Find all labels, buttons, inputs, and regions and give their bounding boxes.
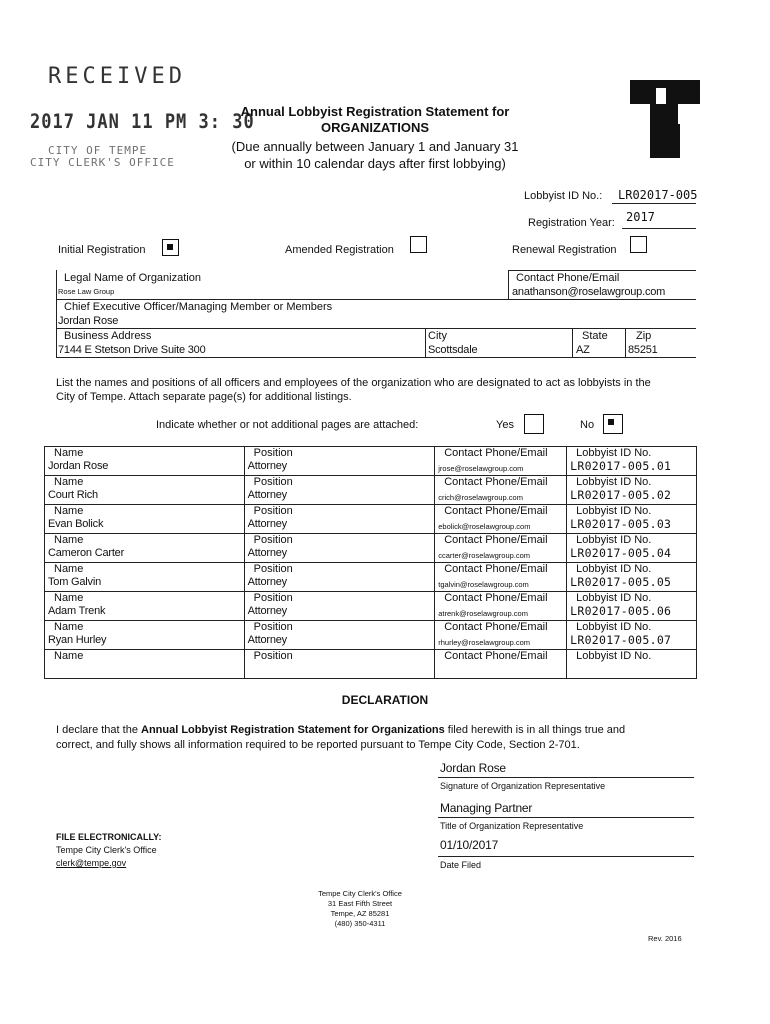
lobbyist-id-label: Lobbyist ID No. (576, 650, 652, 662)
table-row (45, 447, 697, 476)
name-label: Name (54, 505, 84, 517)
position-label: Position (253, 476, 293, 488)
lobbyist-position: Attorney (247, 605, 287, 617)
lobbyist-id-label: Lobbyist ID No. (576, 505, 652, 517)
lobbyist-email: tgalvin@roselawgroup.com (438, 580, 529, 589)
address-value: 7144 E Stetson Drive Suite 300 (58, 344, 206, 356)
attach-no-checkbox[interactable] (603, 414, 623, 434)
file-electronically-office: Tempe City Clerk's Office (56, 845, 157, 855)
footer-city: Tempe, AZ 85281 (330, 909, 390, 918)
renewal-registration-label: Renewal Registration (512, 244, 617, 256)
zip-label: Zip (636, 330, 652, 342)
form-title-organizations: ORGANIZATIONS (320, 120, 430, 135)
position-label: Position (253, 505, 293, 517)
signature-line (438, 777, 694, 778)
lobbyist-position: Attorney (247, 489, 287, 501)
name-label: Name (54, 650, 84, 662)
title-line (438, 817, 694, 818)
lobbyist-id-label: Lobbyist ID No. (576, 563, 652, 575)
received-stamp-date: 2017 JAN 11 PM 3: 30 (30, 110, 255, 134)
table-row (45, 592, 697, 621)
contact-label: Contact Phone/Email (444, 534, 548, 546)
attach-yes-checkbox[interactable] (524, 414, 544, 434)
lobbyist-id: LR02017-005.06 (570, 604, 672, 618)
contact-label: Contact Phone/Email (444, 650, 548, 662)
attach-yes-label: Yes (496, 419, 514, 431)
lobbyist-email: crich@roselawgroup.com (438, 493, 523, 502)
lobbyist-name: Tom Galvin (48, 576, 102, 588)
name-label: Name (54, 534, 84, 546)
registration-year-value: 2017 (626, 210, 655, 224)
table-row (45, 476, 697, 505)
legal-name-value: Rose Law Group (58, 287, 115, 296)
lobbyist-name: Adam Trenk (48, 605, 106, 617)
lobbyist-id-underline (612, 203, 696, 204)
lobbyist-id-value: LR02017-005 (618, 188, 698, 202)
contact-label: Contact Phone/Email (444, 621, 548, 633)
city-label: City (428, 330, 447, 342)
declaration-text (56, 724, 716, 736)
lobbyist-position: Attorney (247, 547, 287, 559)
lobbyist-name: Evan Bolick (48, 518, 104, 530)
received-stamp-clerk: CITY CLERK'S OFFICE (30, 156, 175, 169)
table-row (45, 505, 697, 534)
lobbyist-id: LR02017-005.03 (570, 517, 672, 531)
tempe-logo-icon (630, 78, 700, 158)
instructions-line2: City of Tempe. Attach separate page(s) for additional listings. (56, 391, 352, 403)
lobbyist-name: Cameron Carter (48, 547, 125, 559)
lobbyist-position: Attorney (247, 634, 287, 646)
renewal-registration-checkbox[interactable] (630, 236, 647, 253)
lobbyist-name: Jordan Rose (48, 460, 109, 472)
ceo-label: Chief Executive Officer/Managing Member or Members (64, 301, 333, 313)
zip-value: 85251 (628, 344, 658, 356)
table-row (45, 563, 697, 592)
lobbyist-id-label: Lobbyist ID No. (576, 592, 652, 604)
attach-no-label: No (580, 419, 595, 431)
registration-year-label: Registration Year: (528, 217, 615, 229)
initial-registration-label: Initial Registration (58, 244, 146, 256)
form-title: Annual Lobbyist Registration Statement for (240, 104, 510, 119)
position-label: Position (253, 650, 293, 662)
name-label: Name (54, 476, 84, 488)
table-row (45, 621, 697, 650)
declaration-text-post: filed herewith is in all things true and (444, 724, 626, 736)
name-label: Name (54, 563, 84, 575)
lobbyist-name: Ryan Hurley (48, 634, 107, 646)
table-row (45, 534, 697, 563)
contact-label: Contact Phone/Email (444, 505, 548, 517)
lobbyist-email: rhurley@roselawgroup.com (438, 638, 531, 647)
lobbyist-email: jrose@roselawgroup.com (438, 464, 524, 473)
clerk-email-link[interactable]: clerk@tempe.gov (56, 858, 127, 868)
amended-registration-label: Amended Registration (285, 244, 394, 256)
lobbyist-id-label: Lobbyist ID No. (576, 621, 652, 633)
position-label: Position (253, 592, 293, 604)
ceo-value: Jordan Rose (58, 315, 119, 327)
title-label: Title of Organization Representative (440, 821, 584, 831)
declaration-heading: DECLARATION (341, 693, 429, 707)
state-label: State (582, 330, 608, 342)
lobbyist-id: LR02017-005.07 (570, 633, 672, 647)
lobbyist-id-label: Lobbyist ID No. (576, 534, 652, 546)
legal-name-label: Legal Name of Organization (64, 272, 201, 284)
lobbyist-position: Attorney (247, 518, 287, 530)
contact-label: Contact Phone/Email (516, 272, 620, 284)
registration-year-underline (622, 228, 696, 229)
declaration-text-pre: I declare that the (56, 724, 141, 736)
lobbyist-name: Court Rich (48, 489, 98, 501)
position-label: Position (253, 621, 293, 633)
lobbyist-id: LR02017-005.04 (570, 546, 672, 560)
contact-label: Contact Phone/Email (444, 563, 548, 575)
file-electronically-heading: FILE ELECTRONICALLY: (56, 832, 162, 842)
footer-street: 31 East Fifth Street (327, 899, 393, 908)
date-value: 01/10/2017 (440, 838, 499, 852)
lobbyist-id-label: Lobbyist ID No.: (524, 190, 603, 202)
contact-label: Contact Phone/Email (444, 447, 548, 459)
received-stamp-city: CITY OF TEMPE (48, 144, 148, 157)
revision-label: Rev. 2016 (648, 934, 682, 943)
amended-registration-checkbox[interactable] (410, 236, 427, 253)
signature-label: Signature of Organization Representative (440, 781, 606, 791)
lobbyist-email: ccarter@roselawgroup.com (438, 551, 531, 560)
initial-registration-checkbox[interactable] (162, 239, 179, 256)
signature-value: Jordan Rose (440, 761, 506, 775)
name-label: Name (54, 621, 84, 633)
contact-value: anathanson@roselawgroup.com (512, 286, 666, 298)
title-value: Managing Partner (440, 801, 533, 815)
declaration-text-bold: Annual Lobbyist Registration Statement for Organizations (141, 724, 445, 736)
contact-label: Contact Phone/Email (444, 592, 548, 604)
form-subtitle-within: or within 10 calendar days after first lobbying) (244, 156, 506, 171)
lobbyist-id: LR02017-005.05 (570, 575, 672, 589)
name-label: Name (54, 447, 84, 459)
position-label: Position (253, 534, 293, 546)
lobbyist-id-label: Lobbyist ID No. (576, 476, 652, 488)
attach-question: Indicate whether or not additional pages are attached: (156, 419, 419, 431)
table-row (45, 650, 697, 679)
form-subtitle-due: (Due annually between January 1 and January 31 (231, 139, 519, 154)
lobbyist-email: ebolick@roselawgroup.com (438, 522, 531, 531)
date-line (438, 856, 694, 857)
position-label: Position (253, 447, 293, 459)
lobbyist-id: LR02017-005.01 (570, 459, 672, 473)
lobbyist-id: LR02017-005.02 (570, 488, 672, 502)
lobbyist-position: Attorney (247, 460, 287, 472)
date-label: Date Filed (440, 860, 482, 870)
city-value: Scottsdale (428, 344, 478, 356)
contact-label: Contact Phone/Email (444, 476, 548, 488)
declaration-text-line2: correct, and fully shows all information required to be reported pursuant to Tempe City Code, Section 2-701. (56, 739, 580, 751)
position-label: Position (253, 563, 293, 575)
address-label: Business Address (64, 330, 152, 342)
lobbyist-id-label: Lobbyist ID No. (576, 447, 652, 459)
received-stamp: RECEIVED (48, 64, 186, 89)
name-label: Name (54, 592, 84, 604)
lobbyists-table (44, 446, 697, 679)
instructions-line1: List the names and positions of all officers and employees of the organization who are designated to act as lobbyists in the (56, 377, 651, 389)
footer-office: Tempe City Clerk's Office (318, 889, 402, 898)
lobbyist-email: atrenk@roselawgroup.com (438, 609, 528, 618)
lobbyist-position: Attorney (247, 576, 287, 588)
state-value: AZ (576, 344, 590, 356)
footer-phone: (480) 350-4311 (334, 919, 386, 928)
